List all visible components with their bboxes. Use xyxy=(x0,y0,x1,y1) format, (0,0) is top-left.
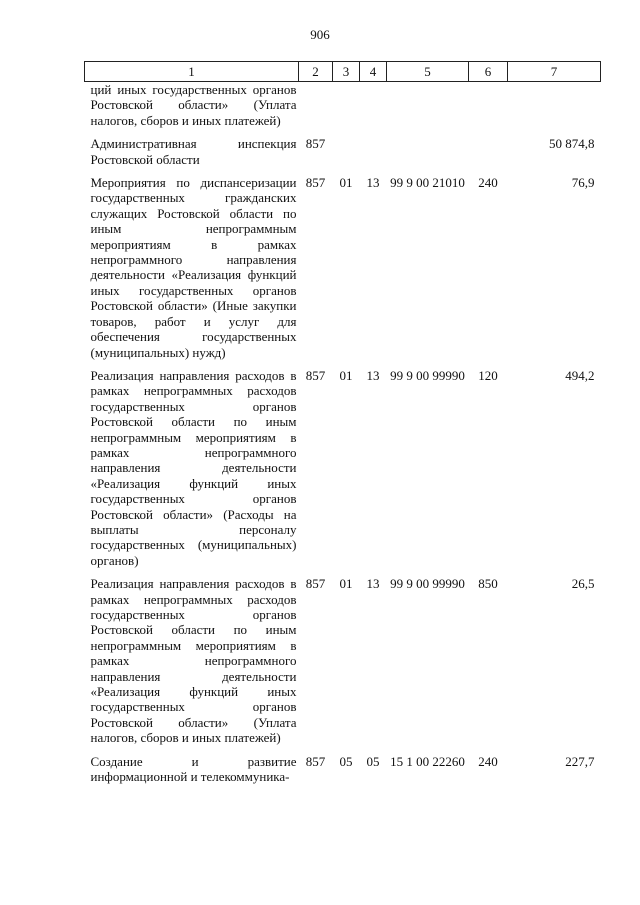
row-sum: 494,2 xyxy=(565,367,595,383)
header-cell: 7 xyxy=(508,62,601,82)
row-csr xyxy=(387,136,469,167)
row-sum xyxy=(508,82,601,129)
row-rz: 01 xyxy=(339,175,353,191)
table-row xyxy=(85,368,601,568)
row-sum: 26,5 xyxy=(571,576,595,592)
row-csr: 15 1 00 22260 xyxy=(390,753,465,769)
row-rz: 05 xyxy=(339,753,353,769)
row-rz xyxy=(333,82,360,129)
header-cell: 5 xyxy=(387,62,469,82)
row-description: Реализация направления расходов в рамках непрограммных расходов государственных органов Ростовской области по иным непрограммным мероприятиям в рамках непрограммного направления деятельности «Реализация функций иных государственных органов Ростовской области» (Расходы на выплаты персоналу государственных (муниципальных) органов) xyxy=(90,367,297,568)
row-pr xyxy=(360,82,387,129)
row-vedom: 857 xyxy=(305,576,326,592)
row-vedom: 857 xyxy=(305,136,326,152)
row-pr xyxy=(360,136,387,167)
row-vr xyxy=(469,82,508,129)
row-vr: 240 xyxy=(478,175,498,191)
row-sum: 50 874,8 xyxy=(549,136,595,152)
row-csr: 99 9 00 99990 xyxy=(390,367,465,383)
row-pr: 13 xyxy=(366,576,380,592)
row-vedom xyxy=(299,82,333,129)
table-row xyxy=(85,136,601,167)
header-cell: 3 xyxy=(333,62,360,82)
row-vedom: 857 xyxy=(305,753,326,769)
row-vedom: 857 xyxy=(305,175,326,191)
table-row xyxy=(85,576,601,745)
row-csr: 99 9 00 21010 xyxy=(390,175,465,191)
row-description: Административная инспекция Ростовской области xyxy=(90,136,297,167)
row-sum: 227,7 xyxy=(565,753,595,769)
row-vr: 850 xyxy=(478,576,498,592)
row-vr: 240 xyxy=(478,753,498,769)
row-description: ций иных государственных органов Ростовской области» (Уплата налогов, сборов и иных платежей) xyxy=(90,82,297,128)
row-csr xyxy=(387,82,469,129)
header-cell: 1 xyxy=(85,62,299,82)
header-row xyxy=(85,62,601,82)
row-vr xyxy=(469,136,508,167)
row-description: Мероприятия по диспансеризации государственных гражданских служащих Ростовской области по иным непрограммным мероприятиям в рамках непрограммного направления деятельности «Реализация функций иных государственных органов Ростовской области» (Иные закупки товаров, работ и услуг для обеспечения государственных (муниципальных) нужд) xyxy=(90,175,297,360)
row-rz xyxy=(333,136,360,167)
row-csr: 99 9 00 99990 xyxy=(390,576,465,592)
table-row xyxy=(85,82,601,129)
row-vr: 120 xyxy=(478,367,498,383)
page-number: 906 xyxy=(310,27,330,42)
header-cell: 4 xyxy=(360,62,387,82)
row-pr: 13 xyxy=(366,175,380,191)
row-rz: 01 xyxy=(339,576,353,592)
row-vedom: 857 xyxy=(305,367,326,383)
header-cell: 2 xyxy=(299,62,333,82)
budget-table xyxy=(84,61,601,784)
header-cell: 6 xyxy=(469,62,508,82)
row-description: Реализация направления расходов в рамках непрограммных расходов государственных органов Ростовской области по иным непрограммным мероприятиям в рамках непрограммного направления деятельности «Реализация функций иных государственных органов Ростовской области» (Уплата налогов, сборов и иных платежей) xyxy=(90,576,297,746)
row-description: Создание и развитие информационной и телекоммуника- xyxy=(90,753,297,785)
table-row xyxy=(85,175,601,360)
row-pr: 13 xyxy=(366,367,380,383)
row-pr: 05 xyxy=(366,753,380,769)
row-sum: 76,9 xyxy=(571,175,595,191)
table-row xyxy=(85,754,601,785)
row-rz: 01 xyxy=(339,367,353,383)
